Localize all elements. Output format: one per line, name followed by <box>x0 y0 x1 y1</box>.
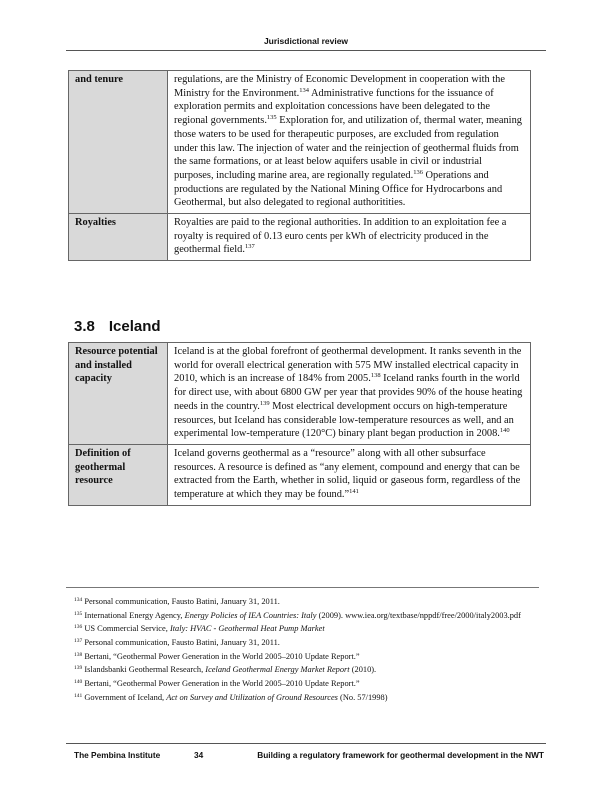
row-label: and tenure <box>69 71 168 214</box>
row-text <box>168 71 531 214</box>
text-run: regulations, are the Ministry of Economic Development in cooperation with the Ministry for the Environment. <box>174 74 505 99</box>
row-text <box>168 343 531 445</box>
italic-title: Act on Survey and Utilization of Ground Resources <box>166 692 338 702</box>
footer-rule <box>66 743 546 744</box>
text-run: Royalties are paid to the regional authorities. In addition to an exploitation fee a royalty is required of 0.13 euro cents per kWh of electricity produced in the geothermal field. <box>174 217 507 256</box>
text-run: (2010). <box>349 665 377 675</box>
text-run: Personal communication, Fausto Batini, January 31, 2011. <box>84 597 280 606</box>
footnote-ref: 135 <box>266 114 277 122</box>
header-rule <box>66 50 546 51</box>
footnote <box>74 596 544 607</box>
table-row <box>69 444 531 505</box>
footnote-number: 136 <box>74 624 83 631</box>
italic-title: Energy Policies of IEA Countries: Italy <box>184 610 317 620</box>
text-run: International Energy Agency, <box>84 610 185 620</box>
iceland-review-table <box>68 342 531 506</box>
page-number: 34 <box>194 750 204 760</box>
footnote-number: 137 <box>74 638 83 645</box>
row-label: Royalties <box>69 214 168 261</box>
text-run: Bertani, “Geothermal Power Generation in the World 2005–2010 Update Report.” <box>84 651 360 661</box>
text-run: (2009). www.iea.org/textbase/nppdf/free/2000/italy2003.pdf <box>316 610 521 620</box>
footnote <box>74 664 544 675</box>
footnote <box>74 610 544 621</box>
footnote-ref: 139 <box>259 399 270 407</box>
footnote-number: 139 <box>74 665 83 672</box>
footnote-ref: 141 <box>349 488 359 496</box>
table-row <box>69 343 531 445</box>
text-run: Bertani, “Geothermal Power Generation in the World 2005–2010 Update Report.” <box>84 679 360 689</box>
footer-organization: The Pembina Institute <box>74 750 161 760</box>
footnote <box>74 651 544 662</box>
text-run: Administrative functions for the issuance of exploration permits and exploitation concessions have been delegated to the regional governments. <box>174 87 494 127</box>
italy-review-table <box>68 70 531 261</box>
footnote-ref: 136 <box>413 168 423 176</box>
footnote-ref: 137 <box>244 243 255 251</box>
text-run: Exploration for, and utilization of, thermal water, meaning those waters to be used for therapeutic purposes, are excluded from regulation under this law. The injection of water and the reinjection of geothermal fluids from the same formations, or at least below aquifers usable in civil or industrial purposes, including marine area, are regionally regulated. <box>174 115 522 181</box>
footnote-number: 138 <box>74 651 83 658</box>
footnote-ref: 138 <box>370 372 381 380</box>
footnote-ref: 140 <box>499 427 510 435</box>
section-heading <box>74 318 161 335</box>
section-title: Iceland <box>108 318 161 335</box>
text-run: Most electrical development occurs on high-temperature resources, but Iceland has considerable low-temperature resources as well, and an experimental low-temperature (120°C) binary plant began production in 2008. <box>174 400 514 440</box>
section-number: 3.8 <box>74 318 95 335</box>
footnote-number: 135 <box>74 610 83 617</box>
footnote-ref: 134 <box>299 86 309 94</box>
running-header: Jurisdictional review <box>263 36 349 46</box>
footnote <box>74 637 544 648</box>
footnotes <box>74 596 544 706</box>
text-run: Operations and productions are regulated by the National Mining Office for Hydrocarbons and Geothermal, but also delegated to regional authoritities. <box>174 169 503 209</box>
text-run: Personal communication, Fausto Batini, January 31, 2011. <box>84 638 280 648</box>
text-run: Iceland governs geothermal as a “resource” along with all other subsurface resources. A resource is defined as “any element, compound and energy that can be extracted from the Earth, whether in solid, liquid or gaseous form, regardless of the temperature at which they may be found.” <box>174 447 521 501</box>
footnote <box>74 678 544 689</box>
row-text <box>168 444 531 505</box>
text-run: US Commercial Service, <box>84 624 170 634</box>
text-run: Iceland is at the global forefront of geothermal development. It ranks seventh in the world for overall electrical generation with 575 MW installed electrical capacity in 2010, which is an increase of 184% from 2005. <box>174 346 522 385</box>
footnote-number: 141 <box>74 692 83 699</box>
row-label: Resource potential and installed capacity <box>69 343 168 445</box>
footnote <box>74 692 544 703</box>
text-run: Iceland ranks fourth in the world for direct use, with about 6800 GW per year that provides 90% of the house heating needs in the country. <box>174 373 523 412</box>
footnote-number: 134 <box>74 597 83 603</box>
footnote <box>74 623 544 634</box>
footer-document-title: Building a regulatory framework for geothermal development in the NWT <box>257 750 544 760</box>
italic-title: Italy: HVAC - Geothermal Heat Pump Market <box>169 624 325 634</box>
row-text <box>168 214 531 261</box>
footnote-separator <box>66 587 539 588</box>
text-run: Government of Iceland, <box>84 692 167 702</box>
footnote-number: 140 <box>74 679 83 686</box>
text-run: (No. 57/1998) <box>337 692 388 702</box>
italic-title: Iceland Geothermal Energy Market Report <box>205 665 350 675</box>
table-row <box>69 214 531 261</box>
table-row <box>69 71 531 214</box>
text-run: Islandsbanki Geothermal Research, <box>84 665 206 675</box>
row-label: Definition of geothermal resource <box>69 444 168 505</box>
